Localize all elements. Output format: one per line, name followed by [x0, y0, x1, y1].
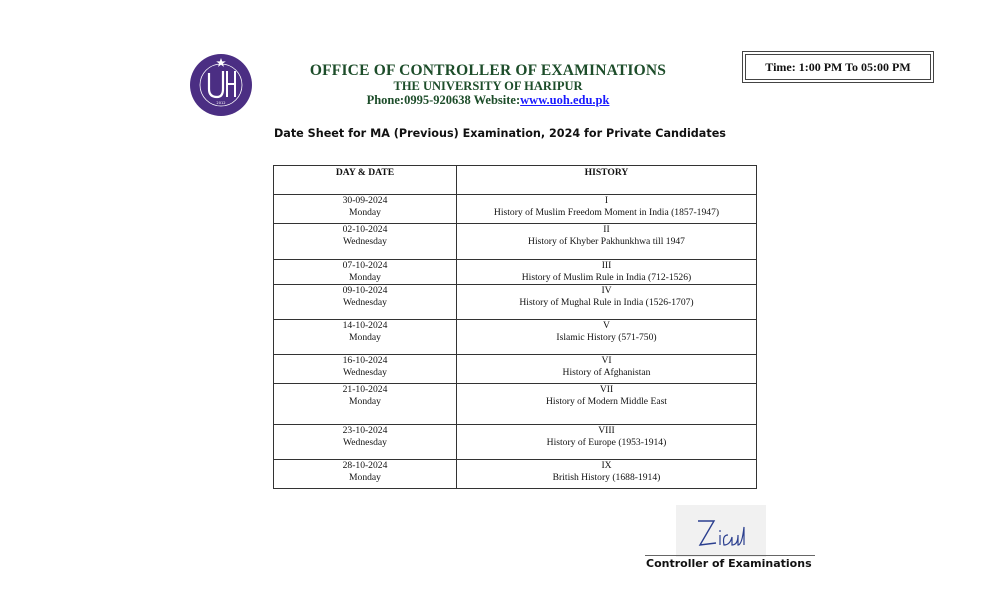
exam-date: 28-10-2024 [342, 460, 388, 471]
exam-day: Wednesday [343, 235, 387, 247]
paper-subject: History of Muslim Rule in India (712-1526) [521, 271, 692, 283]
table-row [274, 320, 757, 355]
date-sheet-title: Date Sheet for MA (Previous) Examination, 2024 for Private Candidates [274, 127, 726, 140]
university-logo [189, 50, 254, 117]
subject-cell [457, 195, 757, 224]
day-date-cell [274, 320, 457, 355]
university-name: THE UNIVERSITY OF HARIPUR [393, 79, 583, 93]
exam-day: Monday [349, 471, 381, 483]
table-row [274, 355, 757, 384]
day-date-cell [274, 260, 457, 285]
subject-cell [457, 260, 757, 285]
exam-date: 07-10-2024 [342, 260, 388, 271]
office-title: OFFICE OF CONTROLLER OF EXAMINATIONS [309, 62, 667, 79]
signature-image [676, 505, 766, 557]
paper-subject: History of Europe (1953-1914) [546, 436, 667, 448]
exam-date: 14-10-2024 [342, 320, 388, 331]
exam-date: 21-10-2024 [342, 384, 388, 395]
contact-line [300, 93, 676, 108]
paper-number: VI [601, 355, 612, 366]
table-row [274, 285, 757, 320]
paper-number: VIII [598, 425, 615, 436]
paper-number: V [603, 320, 610, 331]
time-box [742, 51, 934, 83]
subject-cell [457, 285, 757, 320]
header-day-date: DAY & DATE [274, 166, 457, 195]
exam-day: Wednesday [343, 436, 387, 448]
exam-day: Wednesday [343, 366, 387, 378]
exam-date: 16-10-2024 [342, 355, 388, 366]
subject-cell [457, 355, 757, 384]
signature-caption: Controller of Examinations [646, 557, 812, 570]
table-row [274, 224, 757, 260]
exam-date: 09-10-2024 [342, 285, 388, 296]
date-sheet-table [273, 165, 757, 489]
table-header-row [274, 166, 757, 195]
exam-day: Wednesday [343, 296, 387, 308]
paper-subject: History of Khyber Pakhunkhwa till 1947 [528, 235, 685, 247]
exam-date: 30-09-2024 [342, 195, 388, 206]
subject-cell [457, 460, 757, 489]
paper-subject: History of Afghanistan [562, 366, 651, 378]
exam-date: 23-10-2024 [342, 425, 388, 436]
logo-year: 2012 [216, 101, 226, 105]
paper-subject: History of Muslim Freedom Moment in India (1857-1947) [493, 206, 720, 218]
day-date-cell [274, 285, 457, 320]
day-date-cell [274, 355, 457, 384]
website-link[interactable]: www.uoh.edu.pk [520, 93, 610, 107]
subject-cell [457, 384, 757, 425]
table-row [274, 460, 757, 489]
paper-number: I [604, 195, 609, 206]
logo-ring-text: UNIVERSITY OF HARIPUR [189, 50, 254, 55]
paper-subject: History of Modern Middle East [546, 395, 667, 407]
paper-subject: British History (1688-1914) [552, 471, 661, 483]
paper-number: III [601, 260, 612, 271]
day-date-cell [274, 384, 457, 425]
day-date-cell [274, 460, 457, 489]
subject-cell [457, 320, 757, 355]
day-date-cell [274, 425, 457, 460]
table-row [274, 384, 757, 425]
exam-date: 02-10-2024 [342, 224, 388, 235]
day-date-cell [274, 224, 457, 260]
paper-subject: History of Mughal Rule in India (1526-1707) [519, 296, 694, 308]
exam-day: Monday [349, 395, 381, 407]
paper-number: IX [601, 460, 612, 471]
paper-subject: Islamic History (571-750) [556, 331, 657, 343]
subject-cell [457, 425, 757, 460]
time-text: Time: 1:00 PM To 05:00 PM [745, 54, 931, 80]
subject-cell [457, 224, 757, 260]
table-row [274, 195, 757, 224]
table-row [274, 260, 757, 285]
table-row [274, 425, 757, 460]
paper-number: VII [599, 384, 614, 395]
exam-day: Monday [349, 206, 381, 218]
exam-day: Monday [349, 271, 381, 283]
day-date-cell [274, 195, 457, 224]
header-history: HISTORY [457, 166, 757, 195]
contact-prefix: Phone:0995-920638 Website: [366, 93, 521, 107]
signature-line [645, 555, 815, 556]
paper-number: II [603, 224, 610, 235]
exam-day: Monday [349, 331, 381, 343]
paper-number: IV [601, 285, 612, 296]
